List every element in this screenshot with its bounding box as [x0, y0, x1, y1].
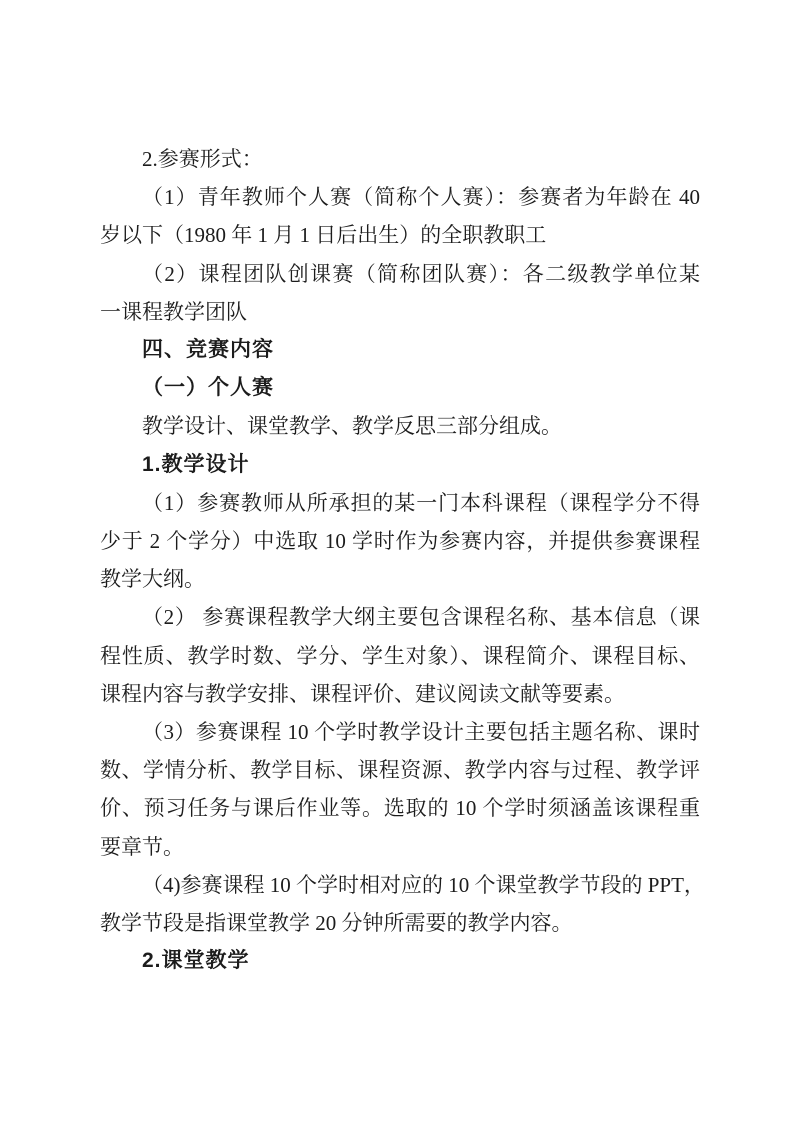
- paragraph-line: （2） 参赛课程教学大纲主要包含课程名称、基本信息（课: [142, 605, 700, 630]
- paragraph-line: 少于 2 个学分）中选取 10 学时作为参赛内容，并提供参赛课程: [100, 529, 700, 554]
- paragraph-line: （1）青年教师个人赛（简称个人赛）：参赛者为年龄在 40: [142, 185, 700, 210]
- document-text-block: [100, 140, 705, 980]
- paragraph-line: （2）课程团队创课赛（简称团队赛）：各二级教学单位某: [142, 261, 700, 286]
- paragraph-line: 2.参赛形式：: [142, 147, 263, 171]
- paragraph-line: 教学大纲。: [100, 567, 205, 592]
- heading-subsection-1: （一）个人赛: [142, 376, 274, 400]
- paragraph-line: （1）参赛教师从所承担的某一门本科课程（课程学分不得: [142, 490, 700, 515]
- paragraph-line: 程性质、教学时数、学分、学生对象）、课程简介、课程目标、: [100, 643, 700, 668]
- paragraph-line: （4)参赛课程 10 个学时相对应的 10 个课堂教学节段的 PPT，: [142, 872, 705, 897]
- paragraph-line: 价、预习任务与课后作业等。选取的 10 个学时须涵盖该课程重: [100, 796, 700, 821]
- paragraph-line: 教学设计、课堂教学、教学反思三部分组成。: [142, 414, 562, 439]
- paragraph-line: 教学节段是指课堂教学 20 分钟所需要的教学内容。: [100, 911, 573, 936]
- paragraph-line: 一课程教学团队: [100, 299, 247, 324]
- paragraph-line: 课程内容与教学安排、课程评价、建议阅读文献等要素。: [100, 681, 625, 706]
- paragraph-line: 岁以下（1980 年 1 月 1 日后出生）的全职教职工: [100, 223, 547, 248]
- heading-item-2: 2.课堂教学: [142, 949, 250, 973]
- paragraph-line: 要章节。: [100, 834, 184, 859]
- heading-section-4: 四、竞赛内容: [142, 338, 274, 362]
- heading-item-1: 1.教学设计: [142, 452, 250, 476]
- paragraph-line: （3）参赛课程 10 个学时教学设计主要包括主题名称、课时: [142, 720, 700, 745]
- paragraph-line: 数、学情分析、教学目标、课程资源、教学内容与过程、教学评: [100, 758, 700, 783]
